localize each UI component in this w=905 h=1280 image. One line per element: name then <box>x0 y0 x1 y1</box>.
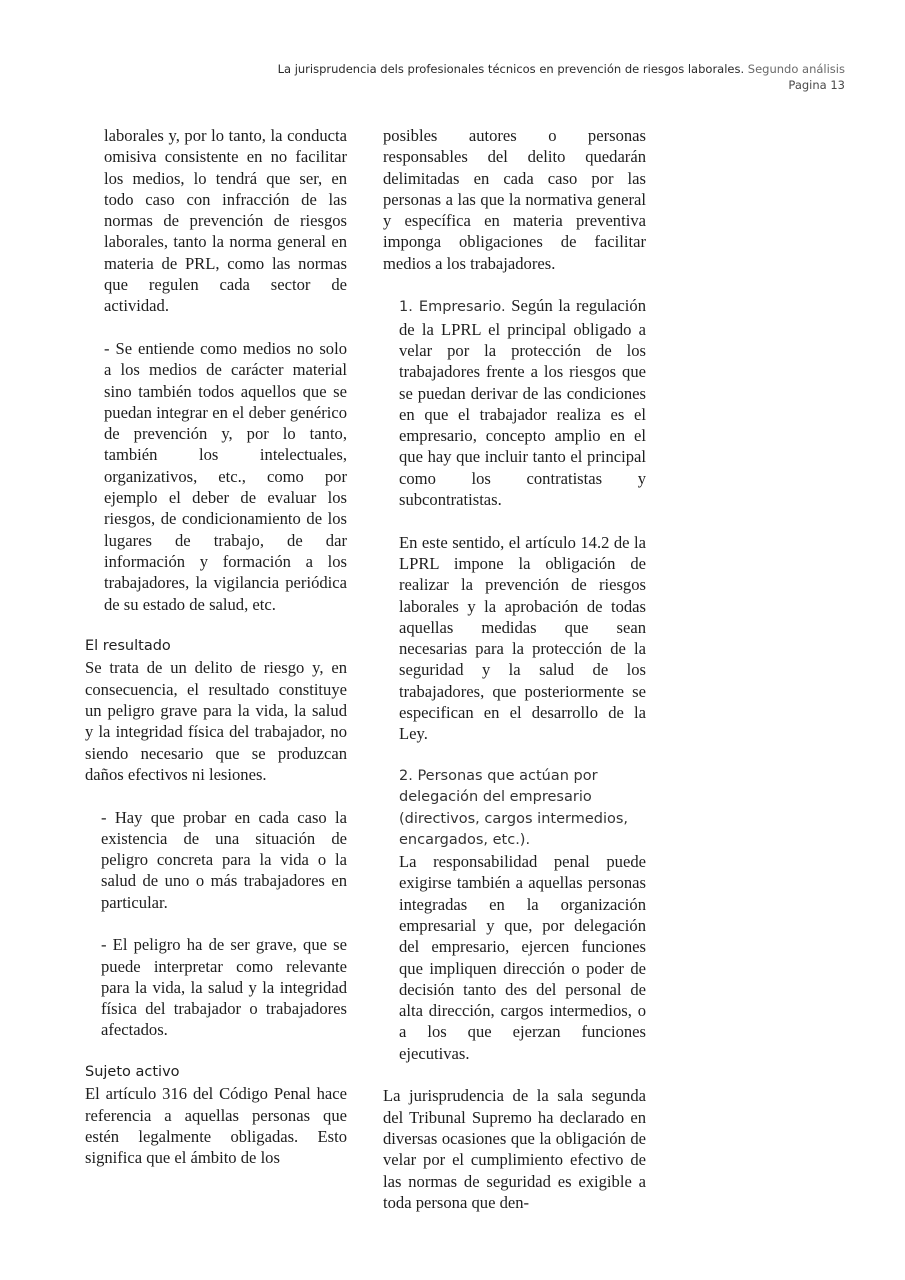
header-title-sub: Segundo análisis <box>744 62 845 76</box>
running-header <box>278 61 845 93</box>
paragraph: En este sentido, el artículo 14.2 de la LPRL impone la obligación de realizar la prevención de riesgos laborales y la aprobación de todas aquellas medidas que sean necesarias para la protección de la seguridad y la salud de los trabajadores, que posteriormente se especifican en el desarrollo de la Ley. <box>399 532 646 744</box>
left-column <box>85 125 347 1169</box>
page-number: Pagina 13 <box>788 78 845 92</box>
paragraph: La jurisprudencia de la sala segunda del Tribunal Supremo ha declarado en diversas ocasiones que la obligación de velar por el cumplimiento efectivo de las normas de seguridad es exigible a toda persona que den- <box>383 1086 646 1212</box>
section-heading-sujeto-activo: Sujeto activo <box>85 1064 180 1081</box>
section-heading-resultado: El resultado <box>85 638 171 655</box>
paragraph: El artículo 316 del Código Penal hace referencia a aquellas personas que estén legalmente obligadas. Esto significa que el ámbito de los <box>85 1084 347 1168</box>
bullet-paragraph: - Se entiende como medios no solo a los medios de carácter material sino también todos aquellos que se puedan integrar en el deber genérico de prevención y, por lo tanto, también los intelectuales, organizativos, etc., como por ejemplo el deber de evaluar los riesgos, de condicionamiento de los lugares de trabajo, de dar información y formación a los trabajadores, la vigilancia periódica de su estado de salud, etc. <box>104 338 347 614</box>
list-item-label: 1. Empresario. <box>399 299 506 316</box>
right-column <box>383 125 646 1213</box>
paragraph: La responsabilidad penal puede exigirse también a aquellas personas integradas en la organización empresarial y que, por delegación del empresario, ejercen funciones que impliquen dirección o poder de decisión tanto des del personal de alta dirección, cargos intermedios, o a los que ejerzan funciones ejecutivas. <box>399 852 646 1063</box>
bullet-paragraph: - Hay que probar en cada caso la existencia de una situación de peligro concreta para la vida o la salud de uno o más trabajadores en particular. <box>101 807 347 912</box>
list-item-text: Según la regulación de la LPRL el principal obligado a velar por la protección de los trabajadores frente a los riesgos que se puedan derivar de las condiciones en que el trabajador realiza es el empresario, concepto amplio en el que hay que incluir tanto el principal como los contratistas y subcontratistas. <box>399 296 647 510</box>
header-title-main: La jurisprudencia dels profesionales técnicos en prevención de riesgos laborales. <box>277 62 745 76</box>
paragraph: laborales y, por lo tanto, la conducta omisiva consistente en no facilitar los medios, lo tendrá que ser, en todo caso con infracción de las normas de prevención de riesgos laborales, tanto la norma general en materia de PRL, como las normas que regulen cada sector de actividad. <box>104 126 347 316</box>
paragraph: posibles autores o personas responsables del delito quedarán delimitadas en cada caso por las personas a las que la normativa general y específica en materia preventiva imponga obligaciones de facilitar medios a los trabajadores. <box>383 126 646 273</box>
header-title <box>278 61 845 77</box>
paragraph: Se trata de un delito de riesgo y, en consecuencia, el resultado constituye un peligro grave para la vida, la salud y la integridad física del trabajador, no siendo necesario que se produzcan daños efectivos ni lesiones. <box>85 658 347 784</box>
list-item-empresario <box>399 295 646 510</box>
bullet-paragraph: - El peligro ha de ser grave, que se puede interpretar como relevante para la vida, la salud y la integridad física del trabajador o trabajadores afectados. <box>101 935 347 1040</box>
list-item-delegacion: 2. Personas que actúan por delegación del empresario (directivos, cargos intermedios, encargados, etc.). <box>399 767 629 848</box>
